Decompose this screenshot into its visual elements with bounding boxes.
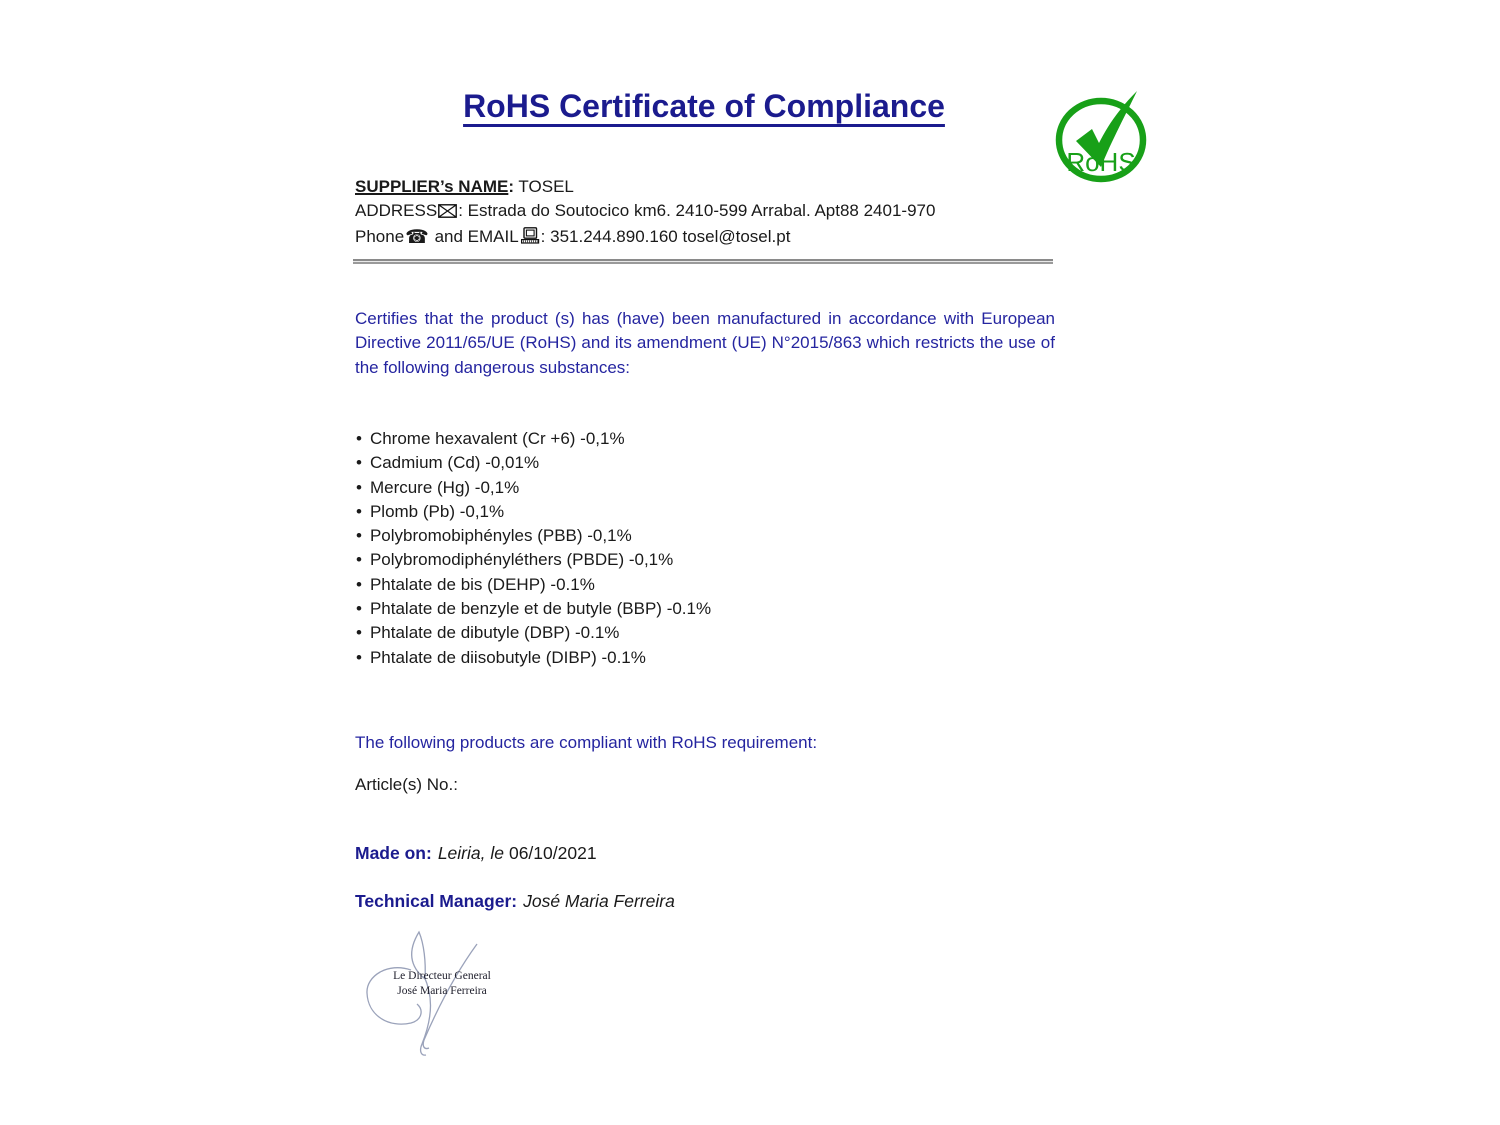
supplier-name-colon: :: [508, 177, 515, 196]
substance-item: • Phtalate de bis (DEHP) -0.1%: [356, 573, 711, 597]
phone-label: Phone: [355, 227, 405, 246]
horizontal-rule: [353, 259, 1053, 264]
contact-value: : 351.244.890.160 tosel@tosel.pt: [540, 227, 791, 246]
substance-item: • Cadmium (Cd) -0,01%: [356, 451, 711, 475]
substance-item: • Phtalate de dibutyle (DBP) -0.1%: [356, 621, 711, 645]
made-on-line: [355, 843, 597, 864]
compliance-statement: The following products are compliant with RoHS requirement:: [355, 733, 818, 752]
page-title: RoHS Certificate of Compliance: [463, 88, 945, 124]
technical-manager-name: José Maria Ferreira: [523, 891, 675, 911]
made-on-label: Made on:: [355, 843, 432, 863]
substance-item: • Mercure (Hg) -0,1%: [356, 476, 711, 500]
substance-item: • Plomb (Pb) -0,1%: [356, 500, 711, 524]
signature-line1: Le Directeur General: [393, 970, 491, 982]
address-value: : Estrada do Soutocico km6. 2410-599 Arrabal. Apt88 2401-970: [458, 201, 936, 220]
substance-item: • Phtalate de benzyle et de butyle (BBP) -0.1%: [356, 597, 711, 621]
supplier-name-value: TOSEL: [514, 177, 574, 196]
envelope-icon: [438, 201, 457, 225]
rohs-check-icon: [1054, 82, 1150, 186]
signature-text: [386, 969, 498, 998]
substance-item: • Polybromodiphényléthers (PBDE) -0,1%: [356, 548, 711, 572]
made-on-place: Leiria, le: [437, 843, 504, 863]
certification-paragraph: Certifies that the product (s) has (have) been manufactured in accordance with European Directive 2011/65/UE (RoHS) and its amendment (UE) N°2015/863 which restricts the use of the following dangerous substances:: [355, 309, 1055, 377]
substance-item: • Polybromobiphényles (PBB) -0,1%: [356, 524, 711, 548]
article-number-label: Article(s) No.:: [355, 775, 458, 794]
substance-item: • Chrome hexavalent (Cr +6) -0,1%: [356, 427, 711, 451]
telephone-icon: ☎: [405, 226, 429, 248]
rohs-logo-label: RoHS: [1066, 147, 1136, 177]
signature-block: [358, 922, 490, 1060]
technical-manager-line: [355, 891, 675, 912]
supplier-contact-line: [355, 225, 1075, 251]
supplier-block: [355, 175, 1075, 251]
address-label: ADDRESS: [355, 201, 438, 220]
rohs-logo: [1054, 82, 1150, 186]
substance-item: • Phtalate de diisobutyle (DIBP) -0.1%: [356, 646, 711, 670]
technical-manager-label: Technical Manager:: [355, 891, 518, 911]
supplier-name-label: SUPPLIER’s NAME: [355, 177, 509, 196]
signature-line2: José Maria Ferreira: [397, 984, 487, 997]
made-on-date: 06/10/2021: [508, 843, 597, 863]
supplier-address-line: [355, 199, 1075, 225]
email-label: and EMAIL: [429, 227, 519, 246]
computer-icon: [520, 227, 540, 251]
supplier-name-line: [355, 175, 1075, 199]
substances-list: [356, 427, 711, 670]
